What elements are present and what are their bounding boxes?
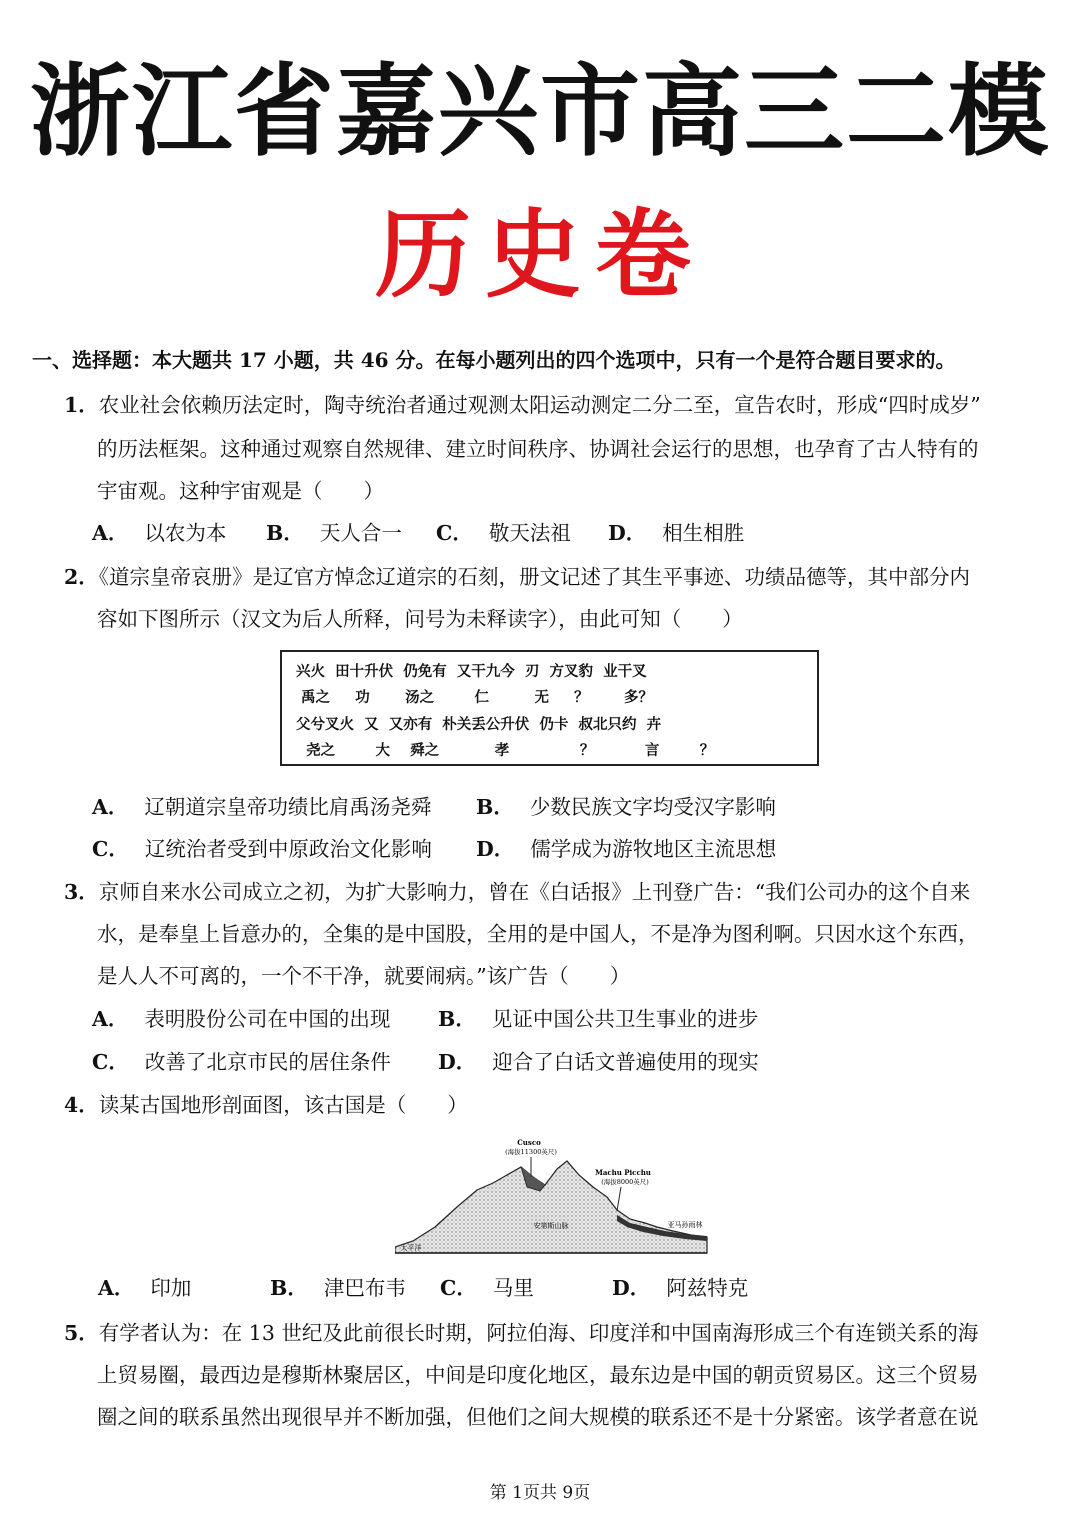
pacific-label: 太平洋 bbox=[400, 1244, 422, 1252]
machu-altitude: (海拔8000英尺) bbox=[601, 1178, 649, 1186]
option-b[interactable]: B． 少数民族文字均受汉字影响 bbox=[476, 795, 776, 819]
question-line: 3．京师自来水公司成立之初，为扩大影响力，曾在《白话报》上刊登广告：“我们公司办的这个自来 bbox=[64, 880, 971, 904]
question-line: 圈之间的联系虽然出现很早并不断加强，但他们之间大规模的联系还不是十分紧密。该学者意在说 bbox=[97, 1405, 979, 1429]
cusco-altitude: (海拔11300英尺) bbox=[505, 1148, 557, 1156]
question-line: 容如下图所示（汉文为后人所释，问号为未释读字），由此可知（ ） bbox=[97, 607, 743, 631]
option-c[interactable]: C． 改善了北京市民的居住条件 bbox=[92, 1050, 391, 1074]
options-row bbox=[92, 1002, 992, 1032]
option-a[interactable]: A． 以农为本 bbox=[92, 521, 227, 545]
question-number: 1． bbox=[64, 393, 99, 417]
andes-label: 安第斯山脉 bbox=[533, 1222, 569, 1230]
options-row bbox=[98, 1271, 998, 1301]
options-row bbox=[92, 1045, 992, 1075]
option-d[interactable]: D． 儒学成为游牧地区主流思想 bbox=[476, 837, 777, 861]
question-line: 是人人不可离的，一个不干净，就要闹病。”该广告（ ） bbox=[97, 964, 631, 988]
option-a[interactable]: A． 印加 bbox=[98, 1276, 192, 1300]
question-line: 4．读某古国地形剖面图，该古国是（ ） bbox=[64, 1093, 468, 1117]
question-line: 上贸易圈，最西边是穆斯林聚居区，中间是印度化地区，最东边是中国的朝贡贸易区。这三个贸易 bbox=[97, 1363, 979, 1387]
question-line: 5．有学者认为：在 13 世纪及此前很长时期，阿拉伯海、印度洋和中国南海形成三个有连锁关系的海 bbox=[64, 1321, 979, 1345]
question-line: 宇宙观。这种宇宙观是（ ） bbox=[97, 479, 384, 503]
inscription-row: 尧之 大 舜之 孝 ？ 言 ？ bbox=[296, 742, 715, 759]
option-d[interactable]: D． 阿兹特克 bbox=[612, 1276, 749, 1300]
inscription-row: 兴火 田十升伏 仍免有 又干九今 刃 方叉豹 业干叉 bbox=[296, 663, 647, 680]
machu-label: Machu Picchu bbox=[595, 1168, 651, 1177]
options-row bbox=[92, 516, 992, 546]
option-b[interactable]: B． 天人合一 bbox=[266, 521, 402, 545]
exam-title: 浙江省嘉兴市高三二模 bbox=[30, 53, 1050, 170]
machu-pointer bbox=[617, 1187, 621, 1211]
page-number: 第 1页共 9页 bbox=[489, 1483, 591, 1503]
inscription-row: 父兮叉火 又 又亦有 朴关丢公升伏 仍卡 叔北只约 卉 bbox=[296, 716, 662, 733]
cusco-label: Cusco bbox=[517, 1138, 541, 1147]
option-a[interactable]: A． 辽朝道宗皇帝功绩比肩禹汤尧舜 bbox=[92, 795, 432, 819]
section-heading: 一、选择题：本大题共 17 小题，共 46 分。在每小题列出的四个选项中，只有一个是符合题目要求的。 bbox=[32, 348, 956, 372]
question-number: 2． bbox=[64, 565, 99, 589]
question-line: 的历法框架。这种通过观察自然规律、建立时间秩序、协调社会运行的思想，也孕育了古人特有的 bbox=[97, 437, 979, 461]
option-b[interactable]: B． 见证中国公共卫生事业的进步 bbox=[438, 1007, 759, 1031]
exam-subtitle: 历史卷 bbox=[375, 199, 705, 311]
terrain-profile-figure bbox=[395, 1135, 715, 1260]
question-number: 3． bbox=[64, 880, 99, 904]
question-line: 1．农业社会依赖历法定时，陶寺统治者通过观测太阳运动测定二分二至，宣告农时，形成“四时成岁” bbox=[64, 393, 981, 417]
option-b[interactable]: B． 津巴布韦 bbox=[270, 1276, 406, 1300]
question-number: 5． bbox=[64, 1321, 99, 1345]
options-row bbox=[92, 790, 992, 820]
question-line: 水，是奉皇上旨意办的，全集的是中国股，全用的是中国人，不是净为图利啊。只因水这个东西， bbox=[97, 922, 979, 946]
option-c[interactable]: C． 敬天法祖 bbox=[436, 521, 571, 545]
option-c[interactable]: C． 马里 bbox=[440, 1276, 534, 1300]
question-number: 4． bbox=[64, 1093, 99, 1117]
option-a[interactable]: A． 表明股份公司在中国的出现 bbox=[92, 1007, 391, 1031]
khitan-inscription-figure bbox=[280, 650, 819, 766]
option-d[interactable]: D． 相生相胜 bbox=[608, 521, 745, 545]
options-row bbox=[92, 832, 992, 862]
option-c[interactable]: C． 辽统治者受到中原政治文化影响 bbox=[92, 837, 432, 861]
mountain-shape bbox=[395, 1161, 707, 1253]
amazon-label: 亚马孙雨林 bbox=[667, 1221, 703, 1229]
option-d[interactable]: D． 迎合了白话文普遍使用的现实 bbox=[438, 1050, 759, 1074]
question-line: 2．《道宗皇帝哀册》是辽官方悼念辽道宗的石刻，册文记述了其生平事迹、功绩品德等，其中部分内 bbox=[64, 565, 971, 589]
inscription-row: 禹之 功 汤之 仁 无 ？ 多？ bbox=[296, 689, 654, 706]
